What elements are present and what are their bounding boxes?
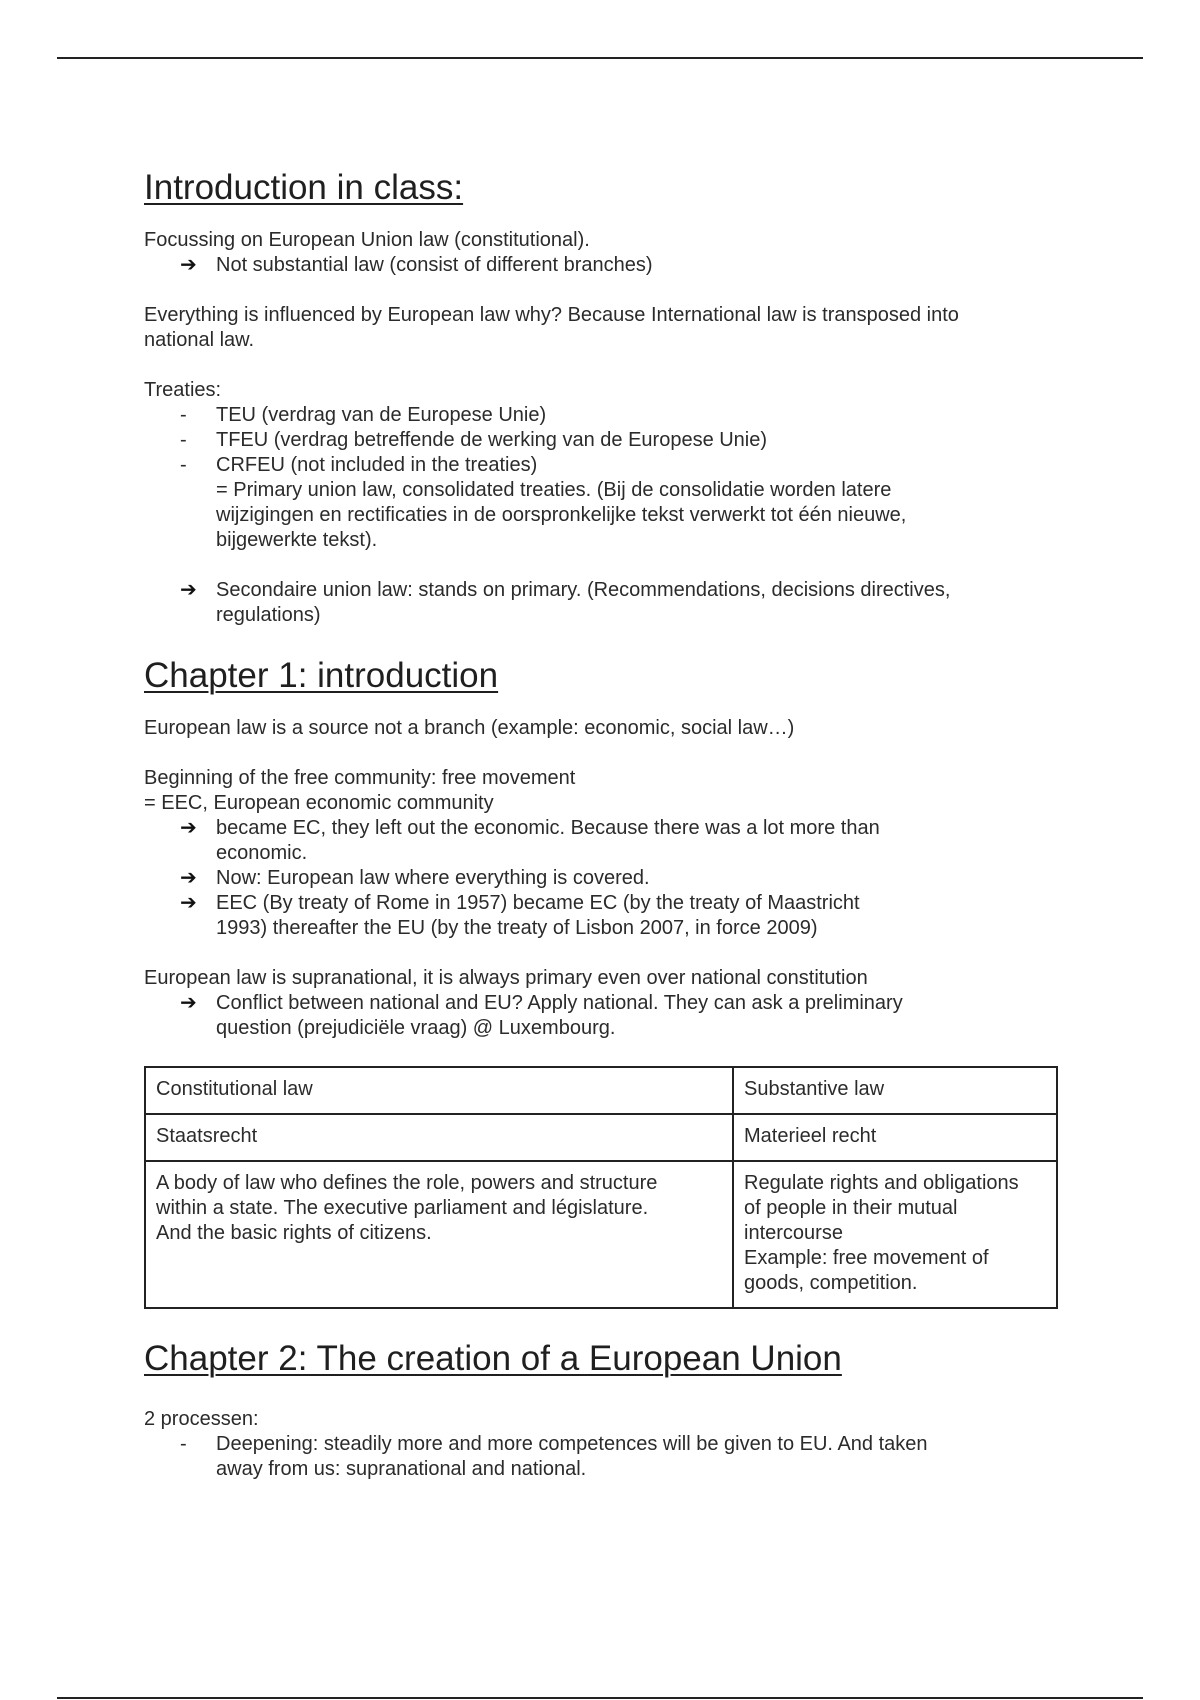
intro-paragraph-1: Focussing on European Union law (constitutional).	[144, 229, 590, 251]
secondary-law-list	[144, 578, 1064, 628]
list-item: - CRFEU (not included in the treaties) = Primary union law, consolidated treaties. (Bij de consolidatie worden latere wijzigingen en rectificaties in de oorspronkelijke tekst verwerkt tot één nieuwe, bijgewerkte tekst).	[216, 453, 1064, 553]
dash-bullet: -	[180, 1433, 187, 1455]
heading-chapter-1: Chapter 1: introduction	[144, 656, 499, 695]
arrow-icon: ➔	[180, 867, 197, 889]
chapter1-paragraph-3: European law is supranational, it is always primary even over national constitution	[144, 967, 868, 989]
table-cell: Staatsrecht	[145, 1114, 733, 1161]
intro-arrow-list	[144, 253, 1064, 278]
chapter1-conflict-list	[144, 991, 1064, 1041]
list-item: - TFEU (verdrag betreffende de werking van de Europese Unie)	[180, 429, 768, 451]
primary-union-law-note: = Primary union law, consolidated treaties. (Bij de consolidatie worden latere	[216, 479, 892, 501]
list-item: - Deepening: steadily more and more competences will be given to EU. And taken away from us: supranational and national.	[180, 1433, 928, 1480]
dash-bullet: -	[180, 404, 187, 426]
table-cell: Materieel recht	[733, 1114, 1057, 1161]
arrow-icon: ➔	[180, 992, 197, 1014]
list-item: - TEU (verdrag van de Europese Unie)	[180, 404, 547, 426]
law-comparison-table	[144, 1066, 1058, 1309]
chapter2-paragraph-1: 2 processen:	[144, 1408, 259, 1430]
table-cell: Regulate rights and obligations of people in their mutual intercourse Example: free movement of goods, competition.	[733, 1161, 1057, 1308]
arrow-icon: ➔	[180, 817, 197, 839]
chapter1-paragraph-1: European law is a source not a branch (example: economic, social law…)	[144, 717, 795, 739]
dash-bullet: -	[180, 429, 187, 451]
list-item: ➔ Not substantial law (consist of different branches)	[180, 254, 653, 276]
list-item: ➔ EEC (By treaty of Rome in 1957) became EC (by the treaty of Maastricht 1993) thereafter the EU (by the treaty of Lisbon 2007, in force 2009)	[180, 892, 860, 939]
arrow-icon: ➔	[180, 254, 197, 276]
table-row	[145, 1067, 1057, 1114]
treaties-label: Treaties:	[144, 379, 222, 401]
list-item: ➔ Conflict between national and EU? Apply national. They can ask a preliminary question (prejudiciële vraag) @ Luxembourg.	[180, 992, 903, 1039]
table-row	[145, 1161, 1057, 1308]
heading-introduction: Introduction in class:	[144, 168, 464, 207]
arrow-icon: ➔	[180, 892, 197, 914]
heading-chapter-2: Chapter 2: The creation of a European Union	[144, 1339, 842, 1378]
table-row	[145, 1114, 1057, 1161]
treaties-list	[144, 403, 1064, 553]
chapter1-paragraph-2: Beginning of the free community: free movement = EEC, European economic community	[144, 767, 576, 814]
top-rule	[57, 57, 1143, 59]
list-item: ➔ Secondaire union law: stands on primary. (Recommendations, decisions directives, regulations)	[180, 579, 951, 626]
table-cell: Constitutional law	[145, 1067, 733, 1114]
table-cell: A body of law who defines the role, powers and structure within a state. The executive parliament and législature. And the basic rights of citizens.	[145, 1161, 733, 1308]
list-item: ➔ became EC, they left out the economic. Because there was a lot more than economic.	[180, 817, 880, 864]
arrow-icon: ➔	[180, 579, 197, 601]
dash-bullet: -	[180, 454, 187, 476]
intro-paragraph-2: Everything is influenced by European law why? Because International law is transposed into national law.	[144, 304, 959, 351]
bottom-rule	[57, 1697, 1143, 1699]
chapter2-dash-list	[144, 1432, 1064, 1482]
document-body	[144, 168, 1064, 1482]
list-item: ➔ Now: European law where everything is covered.	[180, 867, 650, 889]
table-cell: Substantive law	[733, 1067, 1057, 1114]
chapter1-arrow-list	[144, 816, 1064, 941]
